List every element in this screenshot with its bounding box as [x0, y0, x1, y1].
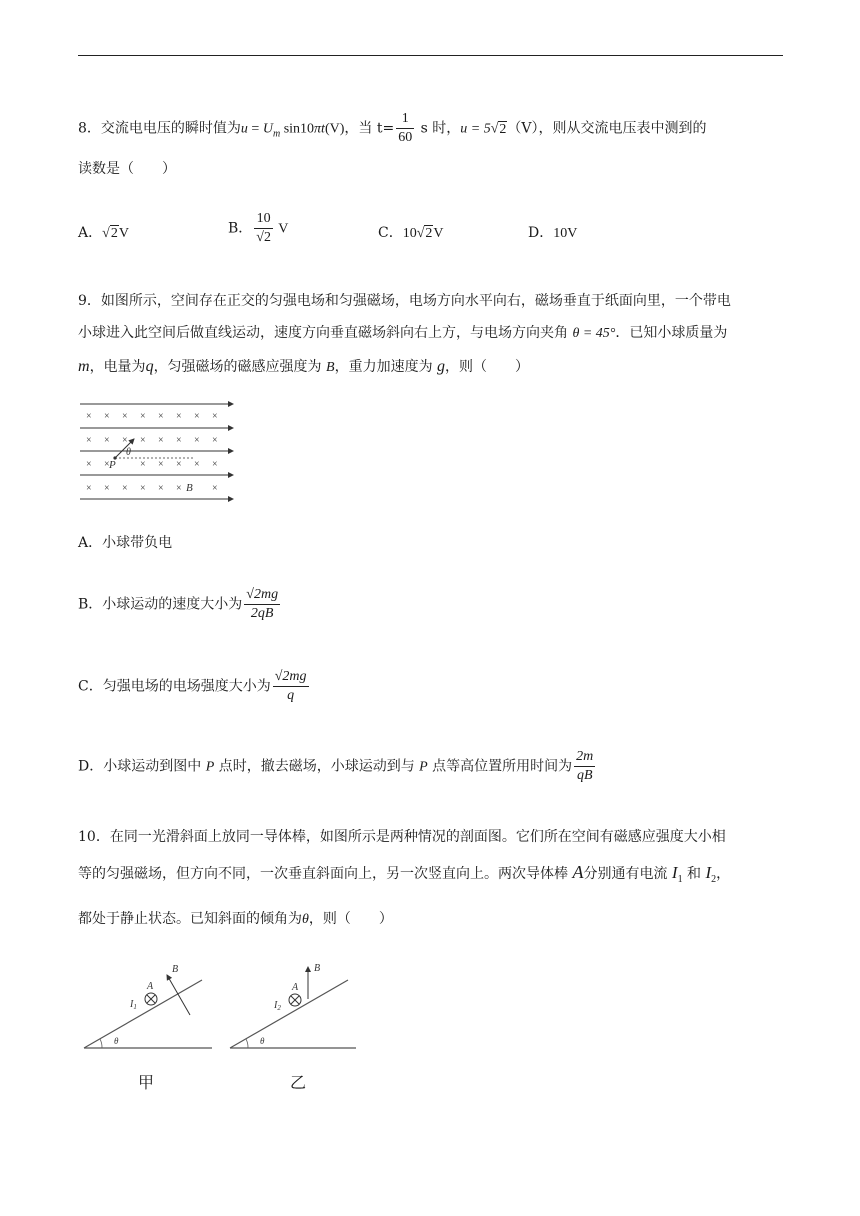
label-b: B	[186, 482, 193, 494]
q8-option-c: C．10√2V	[378, 225, 444, 241]
svg-text:A: A	[292, 982, 299, 993]
label-p: P	[109, 459, 116, 471]
q9-option-a: A．小球带负电	[78, 535, 173, 551]
figure-caption-yi: 乙	[290, 1073, 307, 1092]
svg-text:I2: $I_2$	[274, 1000, 281, 1012]
label-theta: θ	[126, 447, 131, 458]
q8-stem-line2: 读数是（ ）	[78, 161, 176, 177]
svg-text:A: A	[147, 981, 154, 992]
svg-text:θ: θ	[260, 1036, 265, 1046]
q8-stem-line1: 8．交流电电压的瞬时值为$u = U_m$ sin10πt(V)，当 t= $\frac{1}{60}$ s 时，u = 5√2（V），则从交流电压表中测到的	[78, 111, 707, 145]
q10-stem-line3: 都处于静止状态。已知斜面的倾角为θ，则（ ）	[78, 911, 393, 927]
incline-figure-jia	[80, 955, 220, 1055]
q8-fraction: $\frac{1}{60}$	[398, 111, 413, 145]
field-b-arrow	[167, 975, 190, 1015]
q9-stem-line2: 小球进入此空间后做直线运动，速度方向垂直磁场斜向右上方，与电场方向夹角 θ = 45°．已知小球质量为	[78, 325, 728, 341]
magnetic-field-row: × × × × × × ×	[86, 459, 218, 470]
magnetic-field-row: × × × × × × × ×	[86, 435, 218, 446]
q10-stem-line1: 10．在同一光滑斜面上放同一导体棒，如图所示是两种情况的剖面图。它们所在空间有磁感应强度大小相	[78, 829, 726, 845]
svg-text:I1: $I_1$	[130, 999, 137, 1011]
magnetic-field-row: × × × × × × ×	[86, 483, 218, 494]
q9-option-c: C．匀强电场的电场强度大小为 $\frac{√2mg}{q}$	[78, 669, 307, 703]
q9-field-figure	[78, 392, 238, 508]
magnetic-field-row: × × × × × × × ×	[86, 411, 218, 422]
q8-option-a: A．√2V	[78, 225, 129, 241]
svg-text:B: B	[172, 964, 179, 975]
q8-option-d: D．10V	[528, 225, 578, 241]
incline-figure-yi	[226, 955, 366, 1055]
q9-option-b: B．小球运动的速度大小为 $\frac{√2mg}{2qB}$	[78, 587, 279, 621]
svg-text:B: B	[314, 963, 321, 974]
q9-option-d: D．小球运动到图中 P 点时，撤去磁场，小球运动到与 P 点等高位置所用时间为 $\frac{2m}{qB}$	[78, 749, 594, 783]
q9-stem-line3: m，电量为q，匀强磁场的磁感应强度为 B，重力加速度为 g，则（ ）	[78, 358, 530, 375]
q9-stem-line1: 9．如图所示，空间存在正交的匀强电场和匀强磁场，电场方向水平向右，磁场垂直于纸面向里，一个带电	[78, 293, 731, 309]
q8-option-b: B． $\frac{10}{√2}$ V	[228, 211, 289, 245]
figure-caption-jia: 甲	[138, 1073, 155, 1092]
svg-text:θ: θ	[114, 1036, 119, 1046]
q10-stem-line2: 等的匀强磁场，但方向不同，一次垂直斜面向上，另一次竖直向上。两次导体棒 A分别通有电流 $I_1$ 和 $I_2$，	[78, 862, 731, 885]
header-rule	[78, 55, 783, 56]
